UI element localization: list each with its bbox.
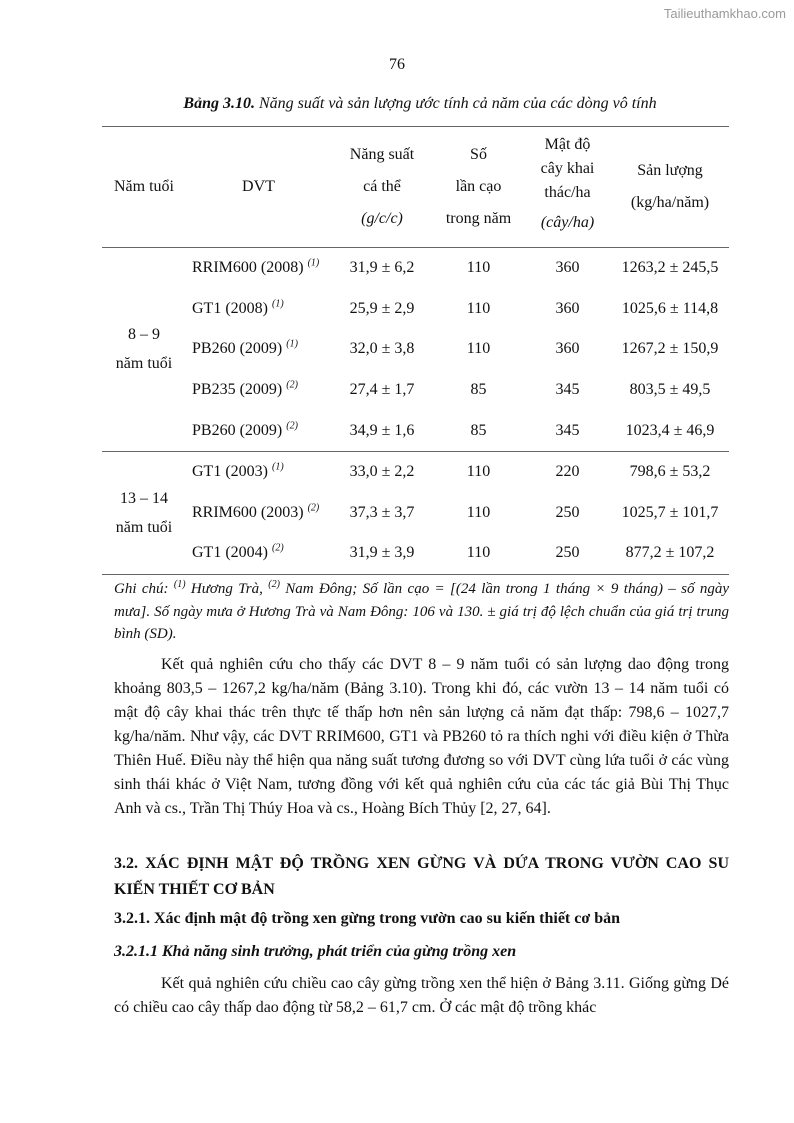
dvt-name: GT1 (2004) — [192, 544, 268, 562]
table-caption — [100, 95, 740, 113]
dvt-footnote: (2) — [271, 543, 284, 555]
header-nang-suat-line2: cá thể — [363, 178, 401, 195]
dvt-footnote: (1) — [271, 461, 284, 473]
dvt-footnote: (1) — [286, 339, 298, 351]
note-sup-2: (2) — [268, 579, 280, 590]
table-row — [102, 533, 729, 574]
so-lan-cell: 110 — [433, 451, 524, 492]
header-nang-suat-unit: (g/c/c) — [361, 210, 403, 227]
mat-do-cell: 345 — [555, 381, 580, 399]
dvt-footnote: (1) — [271, 298, 284, 310]
age-group-line1: 13 – 14 — [120, 489, 168, 507]
yield-table — [102, 126, 729, 575]
header-so-lan-line1: Số — [470, 146, 487, 163]
header-dvt: DVT — [242, 178, 275, 195]
header-mat-do-line3: thác/ha — [544, 184, 591, 201]
dvt-name: GT1 (2003) — [192, 463, 268, 481]
dvt-cell — [186, 248, 331, 289]
so-lan-cell: 85 — [470, 421, 487, 439]
age-group-cell — [102, 451, 186, 574]
mat-do-cell: 360 — [555, 299, 580, 317]
mat-do-cell: 250 — [555, 503, 580, 521]
header-so-lan-line2: lần cạo — [455, 178, 502, 195]
page-number: 76 — [389, 56, 405, 73]
nang-suat-cell: 31,9 ± 3,9 — [349, 544, 415, 562]
body-paragraph-2: Kết quả nghiên cứu chiều cao cây gừng trồng xen thể hiện ở Bảng 3.11. Giống gừng Dé có chiều cao cây thấp dao động từ 58,2 – 61,7 cm. Ở các mật độ trồng khác — [114, 975, 729, 1016]
table-row — [102, 493, 729, 534]
dvt-name: RRIM600 (2008) — [192, 259, 304, 277]
so-lan-cell: 110 — [466, 544, 491, 562]
age-group-cell — [102, 248, 186, 452]
so-lan-cell: 110 — [466, 299, 491, 317]
dvt-name: PB260 (2009) — [192, 340, 283, 358]
section-heading-3-2: 3.2. XÁC ĐỊNH MẬT ĐỘ TRỒNG XEN GỪNG VÀ DỨA TRONG VƯỜN CAO SU KIẾN THIẾT CƠ BẢN — [114, 855, 729, 898]
table-body — [102, 248, 729, 575]
age-group-line2: năm tuổi — [115, 355, 173, 373]
age-group-line1: 8 – 9 — [128, 326, 160, 344]
header-age: Năm tuổi — [114, 178, 174, 195]
age-group-line2: năm tuổi — [115, 518, 173, 536]
body-paragraph-1: Kết quả nghiên cứu cho thấy các DVT 8 – 9 năm tuổi có sản lượng dao động trong khoảng 803,5 – 1267,2 kg/ha/năm (Bảng 3.10). Trong khi đó, các vườn 13 – 14 năm tuổi có mật độ cây khai thác trên thực tế thấp hơn nên sản lượng cả năm đạt thấp: 798,6 – 1027,7 kg/ha/năm. Như vậy, các DVT RRIM600, GT1 và PB260 tỏ ra thích nghi với điều kiện ở Thừa Thiên Huế. Điều này thể hiện qua năng suất tương đương so với DVT cùng lứa tuổi ở các vùng sinh thái khác ở Việt Nam, tương đồng với kết quả nghiên cứu của các tác giả Bùi Thị Thục Anh và cs., Trần Thị Thúy Hoa và cs., Hoàng Bích Thủy [2, 27, 64]. — [114, 656, 729, 817]
header-mat-do-line1: Mật độ — [544, 136, 591, 153]
nang-suat-cell: 27,4 ± 1,7 — [349, 381, 415, 399]
mat-do-cell: 360 — [524, 248, 611, 289]
dvt-cell — [186, 370, 331, 411]
dvt-name: PB235 (2009) — [192, 381, 283, 399]
table-note — [114, 578, 729, 646]
dvt-name: RRIM600 (2003) — [192, 503, 304, 521]
table-row — [102, 289, 729, 330]
dvt-cell — [186, 289, 331, 330]
header-mat-do-line2: cây khai — [540, 160, 595, 177]
note-text-2: Nam Đông; Số lần cạo = [(24 lần trong 1 tháng × 9 tháng) – số ngày mưa]. Số ngày mưa ở Hương Trà và Nam Đông: 106 và 130. ± giá trị độ lệch chuẩn của giá trị trung bình (SD). — [114, 581, 730, 642]
so-lan-cell: 110 — [466, 503, 491, 521]
dvt-footnote: (2) — [286, 379, 298, 391]
nang-suat-cell: 25,9 ± 2,9 — [349, 299, 415, 317]
dvt-footnote: (2) — [307, 502, 320, 514]
table-header-row — [102, 127, 729, 248]
note-text-1: Hương Trà, — [185, 581, 269, 597]
header-san-luong — [611, 127, 729, 248]
dvt-footnote: (1) — [307, 257, 320, 269]
san-luong-cell: 1025,7 ± 101,7 — [621, 503, 719, 521]
san-luong-cell: 1025,6 ± 114,8 — [621, 299, 719, 317]
dvt-cell — [186, 451, 331, 492]
san-luong-cell: 1263,2 ± 245,5 — [611, 248, 729, 289]
subsection-heading-3-2-1: 3.2.1. Xác định mật độ trồng xen gừng trong vườn cao su kiến thiết cơ bản — [114, 910, 621, 927]
mat-do-cell: 250 — [555, 544, 580, 562]
mat-do-cell: 345 — [555, 421, 580, 439]
note-lead: Ghi chú: — [114, 581, 174, 597]
san-luong-cell: 1267,2 ± 150,9 — [621, 340, 719, 358]
dvt-cell — [186, 493, 331, 534]
header-san-luong-line1: Sản lượng — [637, 162, 703, 179]
header-nang-suat-line1: Năng suất — [349, 146, 415, 163]
header-mat-do — [524, 127, 611, 248]
san-luong-cell: 1023,4 ± 46,9 — [625, 421, 715, 439]
so-lan-cell: 85 — [470, 381, 487, 399]
nang-suat-cell: 34,9 ± 1,6 — [349, 421, 415, 439]
mat-do-cell: 220 — [524, 451, 611, 492]
note-sup-1: (1) — [173, 579, 186, 590]
header-so-lan-line3: trong năm — [445, 210, 512, 227]
watermark: Tailieuthamkhao.com — [663, 6, 786, 21]
table-row — [102, 370, 729, 411]
dvt-cell — [186, 329, 331, 370]
header-so-lan-cao — [433, 127, 524, 248]
nang-suat-cell: 37,3 ± 3,7 — [349, 503, 415, 521]
nang-suat-cell: 33,0 ± 2,2 — [331, 451, 433, 492]
caption-text: Năng suất và sản lượng ước tính cả năm của các dòng vô tính — [254, 95, 657, 112]
san-luong-cell: 803,5 ± 49,5 — [629, 381, 711, 399]
dvt-name: PB260 (2009) — [192, 421, 283, 439]
table-row — [102, 410, 729, 451]
caption-label: Bảng 3.10. — [183, 95, 255, 112]
header-nang-suat — [331, 127, 433, 248]
dvt-cell — [186, 410, 331, 451]
san-luong-cell: 798,6 ± 53,2 — [611, 451, 729, 492]
nang-suat-cell: 31,9 ± 6,2 — [331, 248, 433, 289]
so-lan-cell: 110 — [466, 340, 491, 358]
dvt-cell — [186, 533, 331, 574]
subsubsection-heading-3-2-1-1: 3.2.1.1 Khả năng sinh trưởng, phát triển của gừng trồng xen — [114, 943, 517, 960]
table-row — [102, 248, 729, 289]
mat-do-cell: 360 — [555, 340, 580, 358]
san-luong-cell: 877,2 ± 107,2 — [625, 544, 715, 562]
header-san-luong-line2: (kg/ha/năm) — [630, 194, 710, 211]
table-row — [102, 329, 729, 370]
dvt-footnote: (2) — [286, 420, 298, 432]
header-mat-do-unit: (cây/ha) — [540, 214, 595, 231]
dvt-name: GT1 (2008) — [192, 299, 268, 317]
table-row — [102, 451, 729, 492]
so-lan-cell: 110 — [433, 248, 524, 289]
nang-suat-cell: 32,0 ± 3,8 — [349, 340, 415, 358]
